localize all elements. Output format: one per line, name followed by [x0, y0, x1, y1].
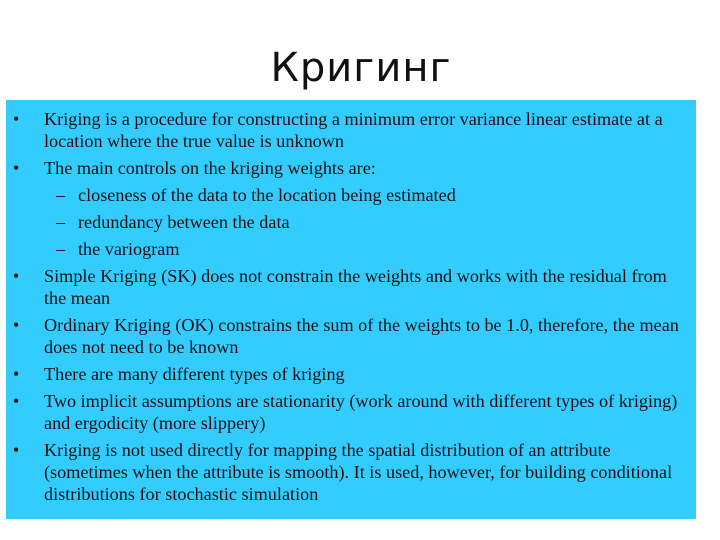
sub-item — [42, 238, 688, 260]
bullet-dot: • — [12, 391, 20, 411]
bullet-text: Ordinary Kriging (OK) constrains the sum of the weights to be 1.0, therefore, the mean does not need to be known — [44, 315, 679, 357]
sub-list — [44, 184, 688, 260]
bullet-list — [6, 108, 688, 505]
bullet-text: Two implicit assumptions are stationarity (work around with different types of kriging) and ergodicity (more slippery) — [44, 391, 678, 433]
bullet-dot: • — [12, 158, 20, 178]
bullet-text: Kriging is a procedure for constructing a minimum error variance linear estimate at a location where the true value is unknown — [44, 109, 663, 151]
sub-item — [42, 184, 688, 206]
sub-text: the variogram — [78, 239, 180, 259]
bullet-dot: • — [12, 440, 20, 460]
bullet-dot: • — [12, 364, 20, 384]
sub-dash: – — [56, 239, 66, 259]
sub-item — [42, 211, 688, 233]
bullet-item — [6, 390, 688, 434]
bullet-item — [6, 157, 688, 260]
bullet-item — [6, 265, 688, 309]
bullet-dot: • — [12, 315, 20, 335]
bullet-item — [6, 108, 688, 152]
sub-dash: – — [56, 212, 66, 232]
bullet-dot: • — [12, 266, 20, 286]
bullet-text: Kriging is not used directly for mapping the spatial distribution of an attribute (sometimes when the attribute is smooth). It is used, however, for building conditional distributions for stochastic simulation — [44, 440, 673, 504]
sub-text: closeness of the data to the location being estimated — [78, 185, 456, 205]
bullet-text: Simple Kriging (SK) does not constrain the weights and works with the residual from the mean — [44, 266, 667, 308]
content-box — [6, 100, 696, 519]
bullet-text: The main controls on the kriging weights are: — [44, 158, 376, 178]
slide-title: Кригинг — [270, 45, 452, 91]
bullet-item — [6, 363, 688, 385]
sub-dash: – — [56, 185, 66, 205]
bullet-item — [6, 439, 688, 505]
bullet-text: There are many different types of kriging — [44, 364, 345, 384]
sub-text: redundancy between the data — [78, 212, 290, 232]
bullet-dot: • — [12, 109, 20, 129]
bullet-item — [6, 314, 688, 358]
